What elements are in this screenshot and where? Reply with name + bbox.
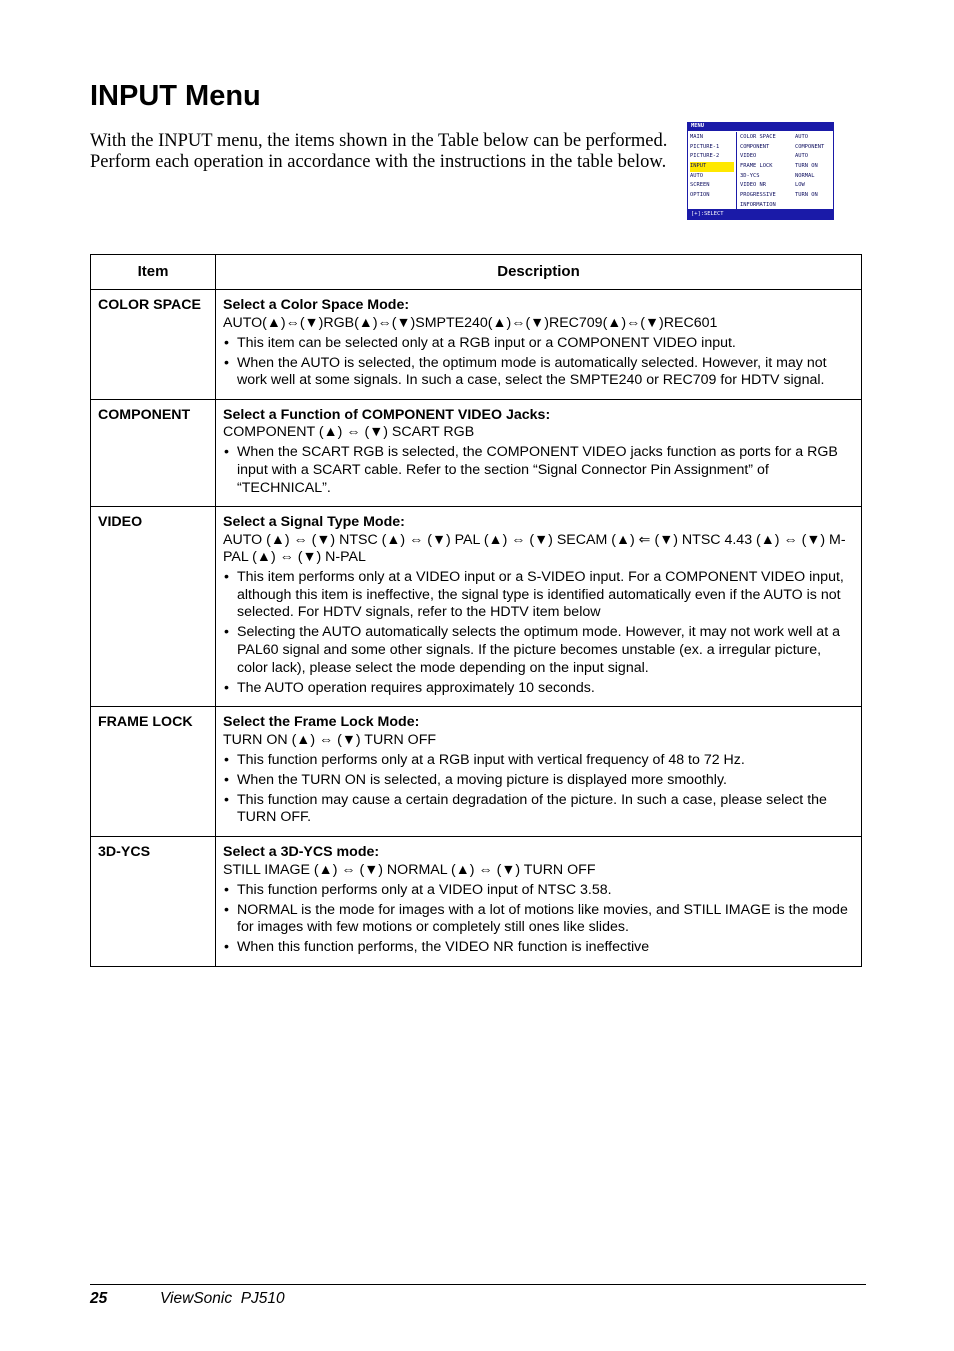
page-title: INPUT Menu xyxy=(90,80,261,112)
page-number: 25 xyxy=(90,1290,108,1307)
footer-brand: ViewSonic PJ510 xyxy=(160,1290,285,1307)
bullet-item: • When this function performs, the VIDEO NR function is ineffective xyxy=(223,939,854,957)
bullet-item: • This item performs only at a VIDEO input or a S-VIDEO input. For a COMPONENT VIDEO input, although this item is ineffective, the signal type is identified automatically even if the AUTO is not selected. For HDTV signals, refer to the HDTV item below xyxy=(223,569,854,622)
bullet-item: • This function performs only at a RGB input with vertical frequency of 48 to 72 Hz. xyxy=(223,752,854,770)
osd-main-item: PICTURE-2 xyxy=(690,153,720,160)
option-sequence: AUTO (▲) ⇔ (▼) NTSC (▲) ⇔ (▼) PAL (▲) ⇔ (▼) SECAM (▲) ⇐ (▼) NTSC 4.43 (▲) ⇔ (▼) M-PAL (▲) ⇔ (▼) N-PAL xyxy=(223,531,846,566)
osd-sub-item: COMPONENT xyxy=(740,143,770,150)
description-cell xyxy=(216,399,862,506)
osd-sub-item: INFORMATION xyxy=(740,201,776,208)
table-row-frame-lock xyxy=(91,707,862,837)
osd-sub-item: 3D-YCS xyxy=(740,172,760,179)
table-header-row xyxy=(91,255,862,290)
osd-value: TURN ON xyxy=(795,192,818,199)
description-heading: Select a 3D-YCS mode: xyxy=(223,843,380,860)
bullet-item: • The AUTO operation requires approximately 10 seconds. xyxy=(223,680,854,698)
description-cell xyxy=(216,707,862,837)
osd-sub-item: FRAME LOCK xyxy=(740,163,773,170)
osd-divider xyxy=(736,132,737,210)
bullet-item: • This function performs only at a VIDEO input of NTSC 3.58. xyxy=(223,882,854,900)
osd-main-item-selected: INPUT xyxy=(690,162,734,172)
osd-sub-item: VIDEO xyxy=(740,153,757,160)
description-heading: Select a Color Space Mode: xyxy=(223,297,410,313)
description-cell xyxy=(216,290,862,400)
item-cell: FRAME LOCK xyxy=(91,707,216,837)
osd-main-list xyxy=(690,133,734,201)
table-row-component xyxy=(91,399,862,506)
description-cell xyxy=(216,836,862,966)
table-row-color-space xyxy=(91,290,862,400)
osd-sub-item: PROGRESSIVE xyxy=(740,192,776,199)
bullet-item: • When the TURN ON is selected, a moving picture is displayed more smoothly. xyxy=(223,772,854,790)
bullet-list xyxy=(223,882,854,957)
column-header-item: Item xyxy=(91,255,216,290)
bullet-item: • When the AUTO is selected, the optimum mode is automatically selected. However, it may not work well at some signals. In such a case, select the SMPTE240 or REC709 for HDTV signal. xyxy=(223,355,854,390)
osd-sub-list xyxy=(740,133,776,211)
option-sequence: STILL IMAGE (▲) ⇔ (▼) NORMAL (▲) ⇔ (▼) TURN OFF xyxy=(223,861,596,878)
osd-main-item: MAIN xyxy=(690,134,703,140)
osd-sub-item: VIDEO NR xyxy=(740,182,766,189)
bullet-list xyxy=(223,444,854,497)
description-heading: Select a Signal Type Mode: xyxy=(223,514,405,531)
footer-rule xyxy=(90,1284,866,1285)
description-heading: Select a Function of COMPONENT VIDEO Jacks: xyxy=(223,406,551,423)
table-row-3d-ycs xyxy=(91,836,862,966)
bullet-list xyxy=(223,752,854,827)
osd-menu-screenshot xyxy=(687,122,834,220)
bullet-item: • NORMAL is the mode for images with a lot of motions like movies, and STILL IMAGE is the mode for images with few motions or completely still ones like slides. xyxy=(223,902,854,937)
bullet-item: • Selecting the AUTO automatically selects the optimum mode. However, it may not work well at a PAL60 signal and some other signals. If the picture becomes unstable (ex. a irregular picture, color lack), please select the mode depending on the input signal. xyxy=(223,624,854,677)
option-sequence: AUTO(▲)⇔(▼)RGB(▲)⇔(▼)SMPTE240(▲)⇔(▼)REC709(▲)⇔(▼)REC601 xyxy=(223,314,718,331)
osd-menu-header-label: MENU xyxy=(691,123,704,129)
osd-value-list xyxy=(795,133,824,201)
osd-main-item: AUTO xyxy=(690,172,703,179)
osd-value: TURN ON xyxy=(795,163,818,170)
item-cell: COLOR SPACE xyxy=(91,290,216,400)
item-cell: 3D-YCS xyxy=(91,836,216,966)
bullet-item: • This function may cause a certain degradation of the picture. In such a case, please select the TURN OFF. xyxy=(223,792,854,827)
intro-paragraph: With the INPUT menu, the items shown in the Table below can be performed. Perform each operation in accordance with the instructions in the table below. xyxy=(90,131,668,172)
osd-value: COMPONENT xyxy=(795,143,825,150)
osd-main-item: SCREEN xyxy=(690,182,710,189)
osd-value: NORMAL xyxy=(795,172,815,179)
option-sequence: COMPONENT (▲) ⇔ (▼) SCART RGB xyxy=(223,424,475,441)
column-header-description: Description xyxy=(216,255,862,290)
description-heading: Select the Frame Lock Mode: xyxy=(223,714,420,731)
bullet-item: • When the SCART RGB is selected, the COMPONENT VIDEO jacks function as ports for a RGB input with a SCART cable. Refer to the section “Signal Connector Pin Assignment” of “TECHNICAL”. xyxy=(223,444,854,497)
osd-value: AUTO xyxy=(795,134,808,140)
option-sequence: TURN ON (▲) ⇔ (▼) TURN OFF xyxy=(223,731,437,748)
description-cell xyxy=(216,507,862,707)
bullet-list xyxy=(223,569,854,697)
osd-menu-footer xyxy=(688,209,833,219)
bullet-item: • This item can be selected only at a RGB input or a COMPONENT VIDEO input. xyxy=(223,335,854,353)
table-row-video xyxy=(91,507,862,707)
osd-value: AUTO xyxy=(795,153,808,160)
osd-main-item: PICTURE-1 xyxy=(690,143,720,150)
item-cell: COMPONENT xyxy=(91,399,216,506)
item-cell: VIDEO xyxy=(91,507,216,707)
bullet-list xyxy=(223,335,854,390)
osd-select-hint: [+]:SELECT xyxy=(691,211,724,217)
osd-sub-item: COLOR SPACE xyxy=(740,134,776,140)
osd-menu-header xyxy=(688,123,833,131)
input-menu-table xyxy=(90,254,862,967)
osd-value: LOW xyxy=(795,182,805,189)
osd-main-item: OPTION xyxy=(690,192,710,199)
